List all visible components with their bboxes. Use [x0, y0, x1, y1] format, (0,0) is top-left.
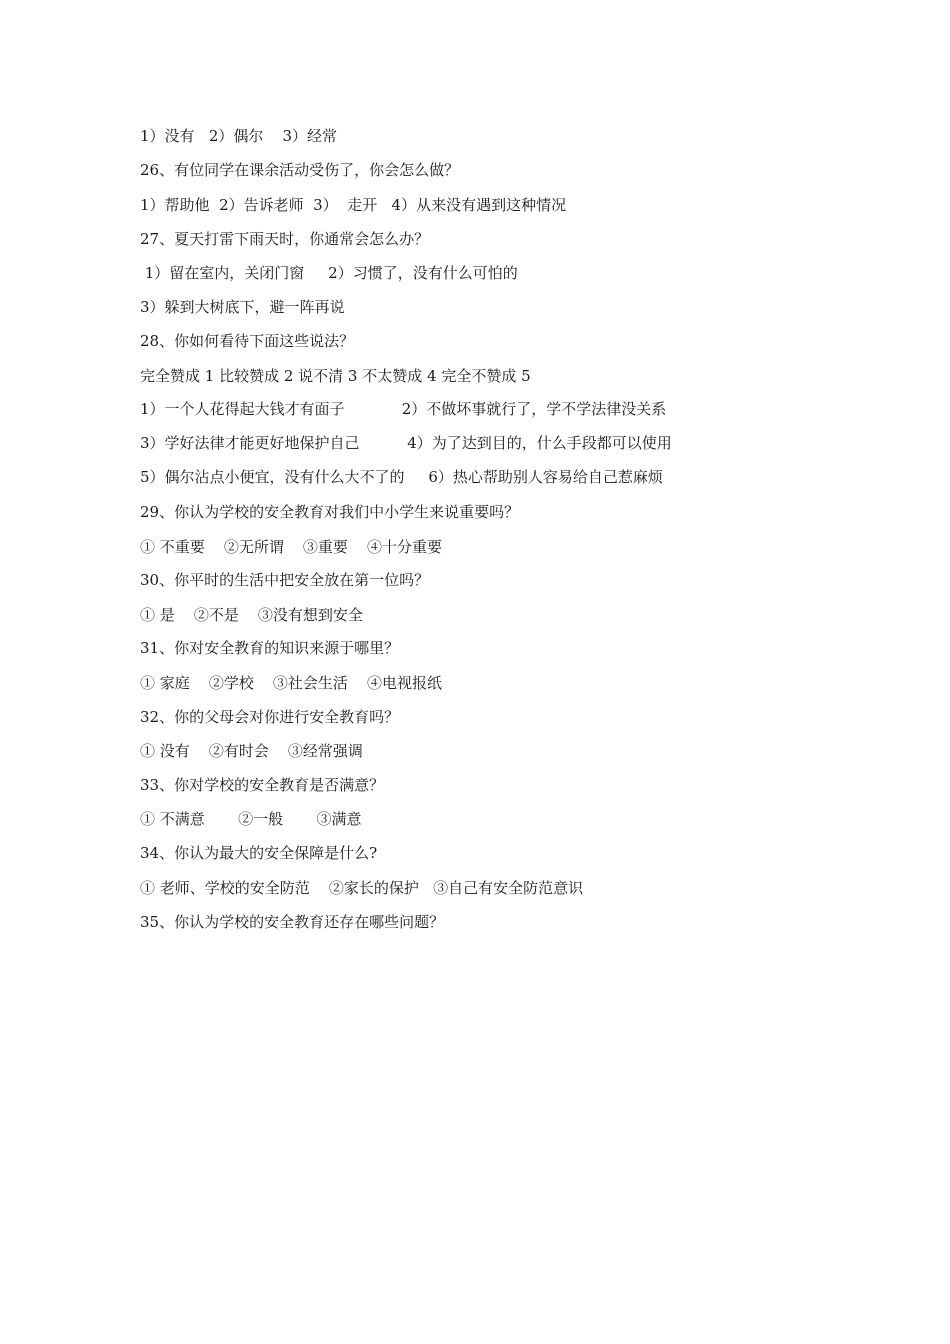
q27-options-line1: 1）留在室内，关闭门窗 2）习惯了，没有什么可怕的: [140, 264, 518, 282]
q32-options: ① 没有 ②有时会 ③经常强调: [140, 742, 363, 760]
q34-options: ① 老师、学校的安全防范 ②家长的保护 ③自己有安全防范意识: [140, 879, 584, 897]
q28-statements-5-6: 5）偶尔沾点小便宜，没有什么大不了的 6）热心帮助别人容易给自己惹麻烦: [140, 468, 663, 486]
q28-statements-3-4: 3）学好法律才能更好地保护自己 4）为了达到目的，什么手段都可以使用: [140, 434, 672, 452]
q25-options: 1）没有 2）偶尔 3）经常: [140, 127, 338, 145]
q29-question: 29、你认为学校的安全教育对我们中小学生来说重要吗？: [140, 503, 520, 521]
q27-options-line2: 3）躲到大树底下，避一阵再说: [140, 298, 345, 316]
q30-options: ① 是 ②不是 ③没有想到安全: [140, 606, 363, 624]
q26-options: 1）帮助他 2）告诉老师 3） 走开 4）从来没有遇到这种情况: [140, 196, 567, 214]
q33-question: 33、你对学校的安全教育是否满意？: [140, 776, 385, 794]
q26-question: 26、有位同学在课余活动受伤了，你会怎么做？: [140, 161, 460, 179]
q32-question: 32、你的父母会对你进行安全教育吗？: [140, 708, 400, 726]
q28-question: 28、你如何看待下面这些说法？: [140, 332, 355, 350]
q31-question: 31、你对安全教育的知识来源于哪里？: [140, 639, 400, 657]
q34-question: 34、你认为最大的安全保障是什么?: [140, 844, 378, 862]
q29-options: ① 不重要 ②无所谓 ③重要 ④十分重要: [140, 538, 442, 556]
q33-options: ① 不满意 ②一般 ③满意: [140, 810, 362, 828]
q30-question: 30、你平时的生活中把安全放在第一位吗？: [140, 571, 430, 589]
q35-question: 35、你认为学校的安全教育还存在哪些问题？: [140, 913, 445, 931]
q31-options: ① 家庭 ②学校 ③社会生活 ④电视报纸: [140, 674, 442, 692]
q27-question: 27、夏天打雷下雨天时，你通常会怎么办？: [140, 230, 430, 248]
q28-statements-1-2: 1）一个人花得起大钱才有面子 2）不做坏事就行了，学不学法律没关系: [140, 400, 667, 418]
q28-scale: 完全赞成 1 比较赞成 2 说不清 3 不太赞成 4 完全不赞成 5: [140, 367, 531, 385]
